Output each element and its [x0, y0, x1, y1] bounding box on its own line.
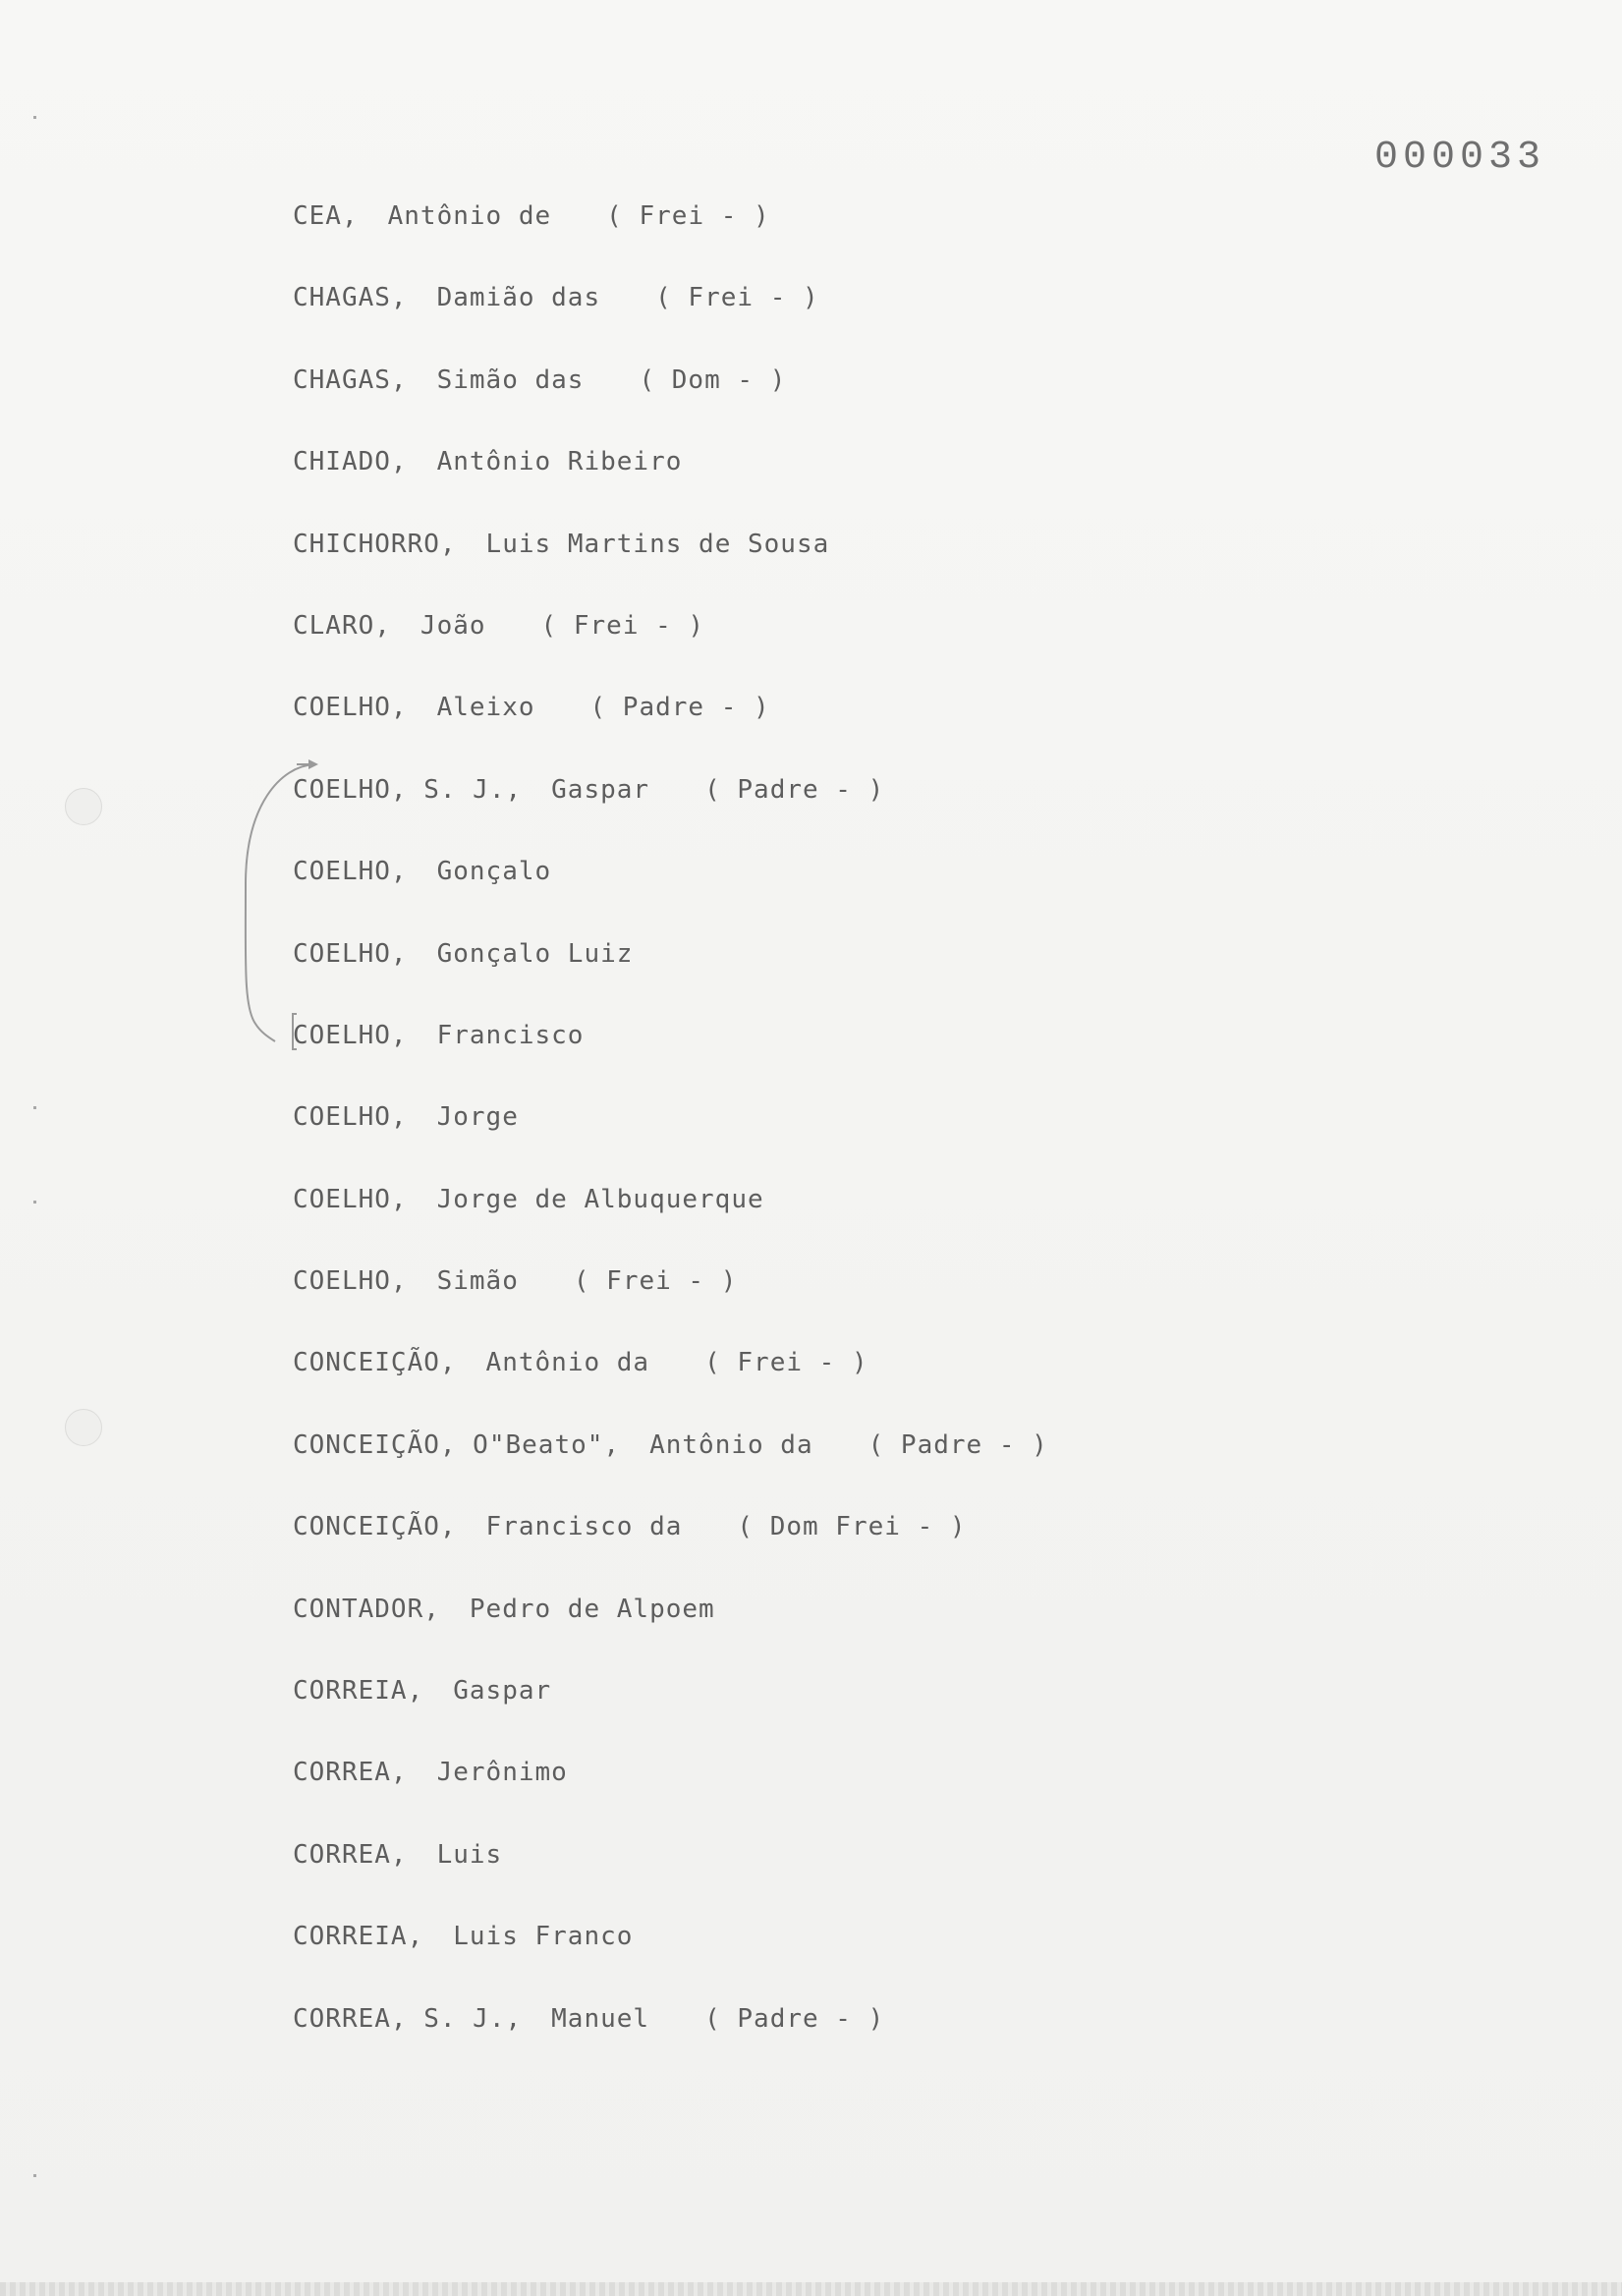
punch-hole [65, 1409, 102, 1446]
given-name: Gonçalo Luiz [436, 938, 634, 969]
list-item [293, 273, 1048, 355]
surname: CHICHORRO, [293, 529, 457, 559]
given-name: Antônio Ribeiro [436, 447, 683, 477]
surname: CLARO, [293, 610, 391, 641]
title: ( Padre - ) [589, 693, 770, 723]
list-item [293, 683, 1048, 764]
list-item [293, 1175, 1048, 1257]
given-name: Luis Martins de Sousa [485, 529, 830, 559]
given-name: Antônio da [649, 1429, 813, 1460]
given-name: Jorge [436, 1102, 519, 1133]
surname: CONCEIÇÃO, [293, 1348, 457, 1378]
given-name: Gaspar [551, 774, 650, 805]
given-name: Jorge de Albuquerque [436, 1184, 764, 1214]
list-item [293, 356, 1048, 437]
list-item [293, 1011, 1048, 1092]
title: ( Dom - ) [639, 364, 787, 395]
surname: COELHO, [293, 1102, 408, 1133]
given-name: Simão [436, 1266, 519, 1297]
list-item [293, 765, 1048, 847]
edge-mark [33, 1106, 36, 1109]
given-name: Francisco [436, 1020, 585, 1050]
given-name: Damião das [436, 283, 601, 313]
name-list [293, 192, 1048, 2076]
surname: COELHO, [293, 857, 408, 887]
given-name: Gonçalo [436, 857, 552, 887]
title: ( Padre - ) [704, 2003, 885, 2034]
list-item [293, 1421, 1048, 1502]
title: ( Frei - ) [540, 610, 705, 641]
given-name: Aleixo [436, 693, 535, 723]
given-name: Simão das [436, 364, 585, 395]
list-item [293, 1092, 1048, 1174]
surname: CHAGAS, [293, 364, 408, 395]
title: ( Padre - ) [867, 1429, 1048, 1460]
list-item [293, 1994, 1048, 2076]
surname: COELHO, [293, 1266, 408, 1297]
surname: CONTADOR, [293, 1594, 440, 1624]
title: ( Frei - ) [573, 1266, 738, 1297]
list-item [293, 1338, 1048, 1420]
given-name: Luis Franco [453, 1922, 634, 1952]
given-name: Manuel [551, 2003, 650, 2034]
surname: CORREA, S. J., [293, 2003, 523, 2034]
title: ( Padre - ) [704, 774, 885, 805]
surname: CONCEIÇÃO, O"Beato", [293, 1429, 621, 1460]
surname: CORREA, [293, 1758, 408, 1788]
given-name: Jerônimo [436, 1758, 568, 1788]
given-name: Gaspar [453, 1676, 552, 1707]
list-item [293, 520, 1048, 601]
title: ( Frei - ) [704, 1348, 868, 1378]
list-item [293, 192, 1048, 273]
list-item [293, 847, 1048, 928]
given-name: João [419, 610, 486, 641]
edge-mark [33, 1201, 36, 1204]
list-item [293, 1585, 1048, 1666]
given-name: Antônio de [387, 201, 552, 231]
surname: CEA, [293, 201, 359, 231]
surname: CONCEIÇÃO, [293, 1512, 457, 1542]
punch-hole [65, 788, 102, 825]
scan-edge [0, 2282, 1622, 2296]
title: ( Frei - ) [655, 283, 819, 313]
list-item [293, 1257, 1048, 1338]
surname: COELHO, [293, 1184, 408, 1214]
surname: CHAGAS, [293, 283, 408, 313]
list-item [293, 601, 1048, 683]
list-item [293, 1830, 1048, 1912]
surname: COELHO, S. J., [293, 774, 523, 805]
surname: CORREIA, [293, 1676, 424, 1707]
surname: CORREIA, [293, 1922, 424, 1952]
list-item [293, 929, 1048, 1011]
list-item [293, 1912, 1048, 1993]
surname: COELHO, [293, 693, 408, 723]
given-name: Luis [436, 1839, 503, 1870]
list-item [293, 437, 1048, 519]
surname: COELHO, [293, 938, 408, 969]
list-item [293, 1748, 1048, 1829]
edge-mark [33, 2174, 36, 2177]
list-item [293, 1666, 1048, 1748]
given-name: Pedro de Alpoem [469, 1594, 715, 1624]
list-item [293, 1502, 1048, 1584]
surname: COELHO, [293, 1020, 408, 1050]
pencil-bracket-mark [236, 756, 334, 1051]
edge-mark [33, 116, 36, 119]
title: ( Frei - ) [606, 201, 770, 231]
given-name: Francisco da [485, 1512, 683, 1542]
page-number: 000033 [1373, 136, 1545, 180]
surname: CORREA, [293, 1839, 408, 1870]
title: ( Dom Frei - ) [737, 1512, 967, 1542]
given-name: Antônio da [485, 1348, 650, 1378]
surname: CHIADO, [293, 447, 408, 477]
